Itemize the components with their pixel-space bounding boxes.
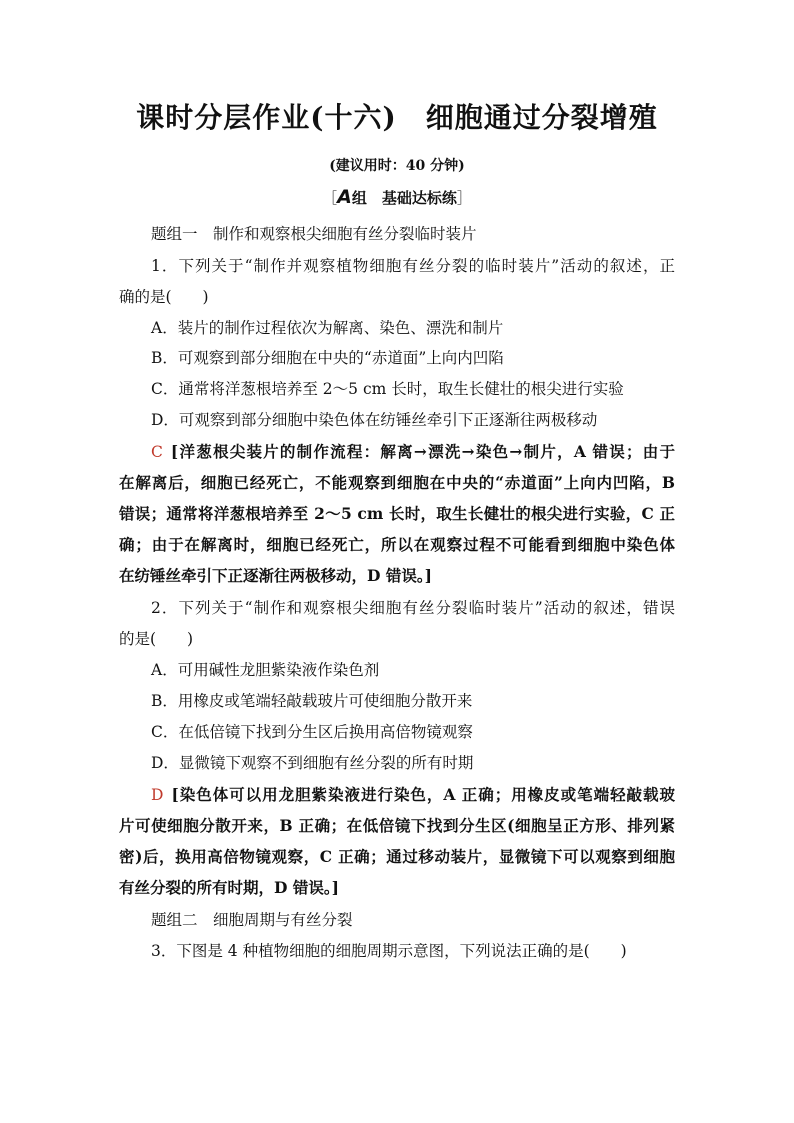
q2-option-b: B．用橡皮或笔端轻敲载玻片可使细胞分散开来 [151,692,473,710]
section-bracket-close: ］ [456,189,472,207]
q2-answer: D [151,786,164,804]
section-bracket-open: ［ [322,189,338,207]
q2-explanation-line-4: 有丝分裂的所有时期，D 错误。] [119,878,339,897]
q1-answer: C [151,443,163,461]
q1-explanation-line-4: 确；由于在解离时，细胞已经死亡，所以在观察过程不可能看到细胞中染色体 [119,535,675,554]
q2-option-a: A．可用碱性龙胆紫染液作染色剂 [151,661,380,679]
section-header [0,186,794,208]
q2-option-c: C．在低倍镜下找到分生区后换用高倍物镜观察 [151,723,473,741]
q1-option-a: A．装片的制作过程依次为解离、染色、漂洗和制片 [151,319,504,337]
suggested-time: (建议用时：40 分钟) [329,158,465,174]
q2-option-d: D．显微镜下观察不到细胞有丝分裂的所有时期 [151,754,474,772]
q1-option-c: C．通常将洋葱根培养至 2～5 cm 长时，取生长健壮的根尖进行实验 [151,380,624,398]
q1-explanation-line-1: C [洋葱根尖装片的制作流程：解离→漂洗→染色→制片，A 错误；由于 [151,442,675,461]
q1-stem-line-2: 确的是( ) [119,288,209,306]
group-heading-2: 题组二 细胞周期与有丝分裂 [151,911,353,929]
q1-explanation-line-3: 错误；通常将洋葱根培养至 2～5 cm 长时，取生长健壮的根尖进行实验，C 正 [119,504,675,523]
section-letter: A [337,186,352,208]
q1-explanation-line-2: 在解离后，细胞已经死亡，不能观察到细胞在中央的“赤道面”上向内凹陷，B [119,473,675,492]
q1-stem-line-1: 1．下列关于“制作并观察植物细胞有丝分裂的临时装片”活动的叙述，正 [151,257,675,275]
q2-stem-line-2: 的是( ) [119,630,194,648]
q2-explanation-line-3: 密)后，换用高倍物镜观察，C 正确；通过移动装片，显微镜下可以观察到细胞 [119,847,675,866]
q1-explanation-line-5: 在纺锤丝牵引下正逐渐往两极移动，D 错误。] [119,566,432,585]
q3-stem: 3．下图是 4 种植物细胞的细胞周期示意图，下列说法正确的是( ) [151,942,627,960]
q2-explanation-line-1: D [染色体可以用龙胆紫染液进行染色，A 正确；用橡皮或笔端轻敲载玻 [151,785,675,804]
page-title: 课时分层作业(十六) 细胞通过分裂增殖 [136,101,658,134]
q2-explanation-line-2: 片可使细胞分散开来，B 正确；在低倍镜下找到分生区(细胞呈正方形、排列紧 [119,816,675,835]
section-label: 组 基础达标练 [351,189,457,207]
q2-stem-line-1: 2．下列关于“制作和观察根尖细胞有丝分裂临时装片”活动的叙述，错误 [151,599,675,617]
q1-option-b: B．可观察到部分细胞在中央的“赤道面”上向内凹陷 [151,349,504,367]
group-heading-1: 题组一 制作和观察根尖细胞有丝分裂临时装片 [151,225,477,243]
q1-option-d: D．可观察到部分细胞中染色体在纺锤丝牵引下正逐渐往两极移动 [151,411,598,429]
